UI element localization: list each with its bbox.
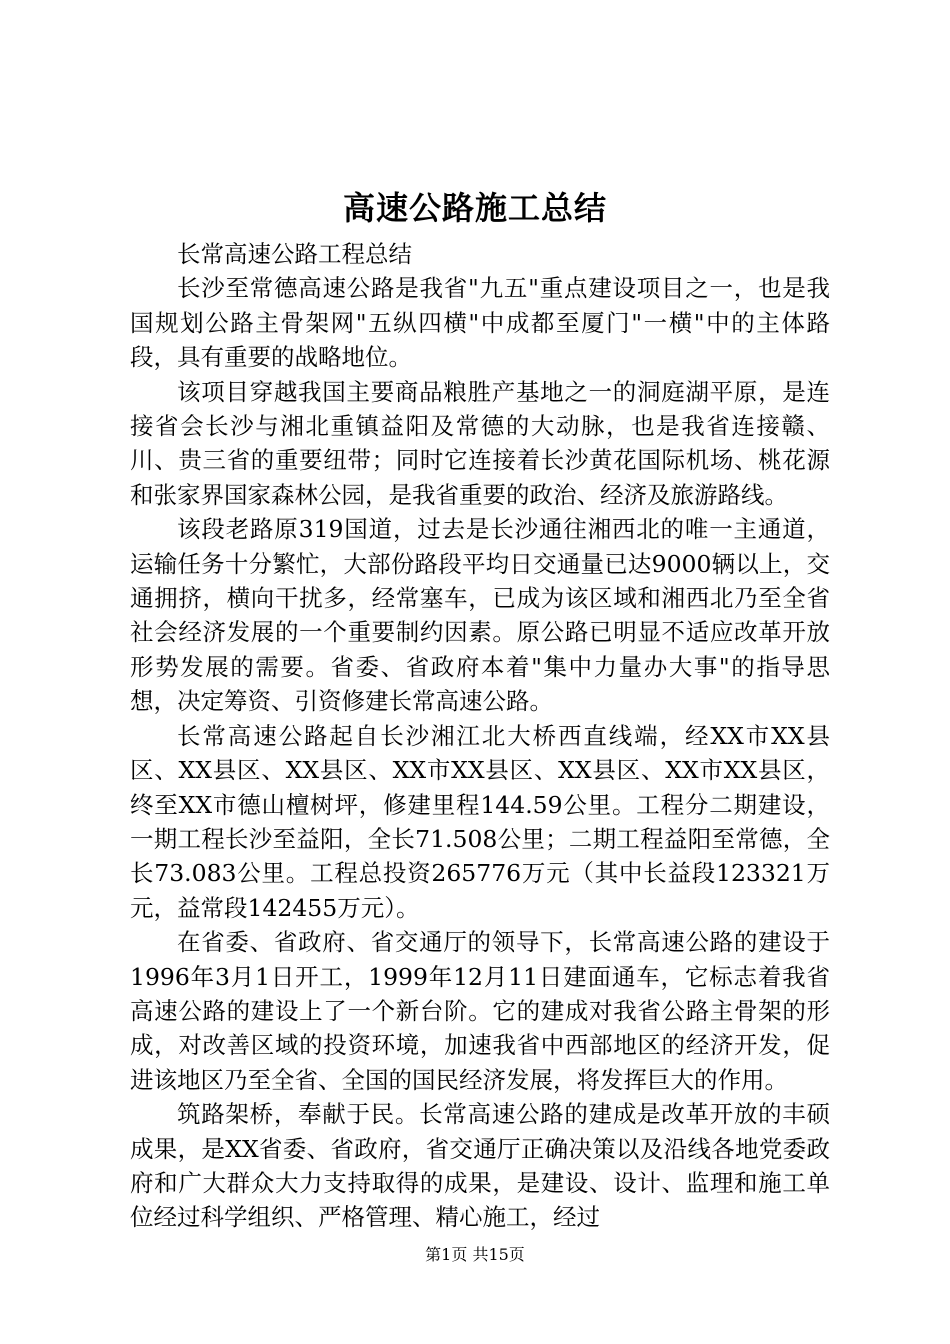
paragraph: 在省委、省政府、省交通厅的领导下，长常高速公路的建设于1996年3月1日开工，1999年12月11日建面通车，它标志着我省高速公路的建设上了一个新台阶。它的建成对我省公路主骨架的形成，对改善区域的投资环境，加速我省中西部地区的经济开发，促进该地区乃至全省、全国的国民经济发展，将发挥巨大的作用。 (130, 928, 830, 1094)
paragraph-subtitle: 长常高速公路工程总结 (177, 240, 412, 268)
paragraph: 该段老路原319国道，过去是长沙通往湘西北的唯一主通道，运输任务十分繁忙，大部份路段平均日交通量已达9000辆以上，交通拥挤，横向干扰多，经常塞车，已成为该区域和湘西北乃至全省社会经济发展的一个重要制约因素。原公路已明显不适应改革开放形势发展的需要。省委、省政府本着"集中力量办大事"的指导思想，决定筹资、引资修建长常高速公路。 (130, 515, 830, 716)
paragraph: 长常高速公路起自长沙湘江北大桥西直线端，经XX市XX县区、XX县区、XX县区、XX市XX县区、XX县区、XX市XX县区，终至XX市德山檀树坪，修建里程144.59公里。工程分二期建设，一期工程长沙至益阳，全长71.508公里；二期工程益阳至常德，全长73.083公里。工程总投资265776万元（其中长益段123321万元，益常段142455万元）。 (130, 721, 830, 922)
document-title: 高速公路施工总结 (342, 189, 607, 227)
paragraph: 筑路架桥，奉献于民。长常高速公路的建成是改革开放的丰硕成果，是XX省委、省政府，省交通厅正确决策以及沿线各地党委政府和广大群众大力支持取得的成果，是建设、设计、监理和施工单位经过科学组织、严格管理、精心施工，经过 (130, 1100, 830, 1232)
paragraph: 长沙至常德高速公路是我省"九五"重点建设项目之一，也是我国规划公路主骨架网"五纵四横"中成都至厦门"一横"中的主体路段，具有重要的战略地位。 (130, 274, 830, 372)
page-footer: 第1页 共15页 (425, 1245, 525, 1264)
document-body (130, 237, 830, 1235)
paragraph: 该项目穿越我国主要商品粮胜产基地之一的洞庭湖平原，是连接省会长沙与湘北重镇益阳及常德的大动脉，也是我省连接赣、川、贵三省的重要纽带；同时它连接着长沙黄花国际机场、桃花源和张家界国家森林公园，是我省重要的政治、经济及旅游路线。 (130, 377, 830, 509)
